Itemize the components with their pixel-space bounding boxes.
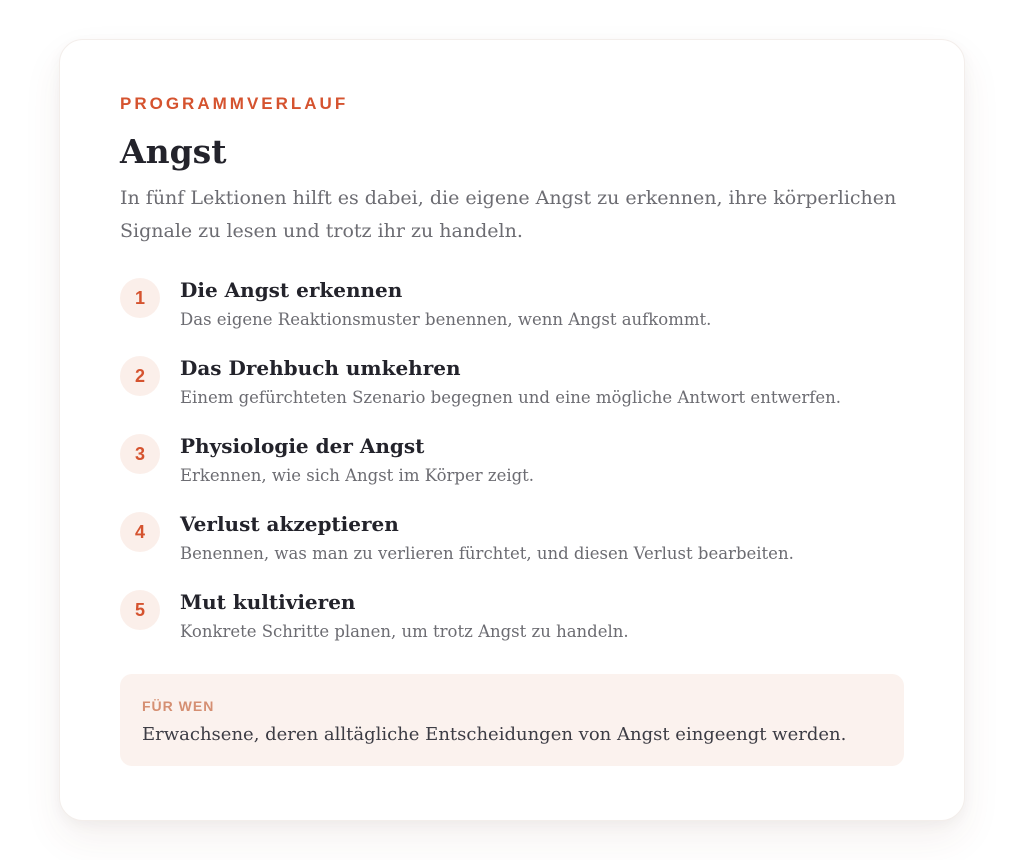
lesson-description: Benennen, was man zu verlieren fürchtet, und diesen Verlust bearbeiten. <box>180 544 794 563</box>
audience-text: Erwachsene, deren alltägliche Entscheidungen von Angst eingeengt werden. <box>142 724 847 745</box>
lesson-description: Einem gefürchteten Szenario begegnen und eine mögliche Antwort entwerfen. <box>180 388 841 407</box>
lesson-content <box>180 354 841 411</box>
lesson-title: Physiologie der Angst <box>180 434 425 458</box>
lesson-description: Erkennen, wie sich Angst im Körper zeigt. <box>180 466 535 485</box>
intro-text: In fünf Lektionen hilft es dabei, die eigene Angst zu erkennen, ihre körperlichen Signale zu lesen und trotz ihr zu handeln. <box>120 187 897 242</box>
lesson-item <box>120 588 904 666</box>
lesson-content <box>180 432 534 489</box>
lesson-item <box>120 432 904 510</box>
lesson-number-badge: 5 <box>120 590 160 630</box>
lesson-item <box>120 510 904 588</box>
lesson-number-badge: 3 <box>120 434 160 474</box>
page-title: Angst <box>120 132 227 171</box>
lesson-title: Die Angst erkennen <box>180 278 403 302</box>
lesson-number-badge: 4 <box>120 512 160 552</box>
lesson-number-badge: 1 <box>120 278 160 318</box>
section-eyebrow: PROGRAMMVERLAUF <box>120 94 349 113</box>
lesson-content <box>180 588 629 645</box>
lesson-list <box>120 276 904 666</box>
lesson-title: Das Drehbuch umkehren <box>180 356 461 380</box>
lesson-item <box>120 354 904 432</box>
lesson-number-badge: 2 <box>120 356 160 396</box>
audience-box <box>120 674 904 766</box>
program-card <box>59 39 965 821</box>
lesson-content <box>180 276 711 333</box>
lesson-title: Verlust akzeptieren <box>180 512 399 536</box>
lesson-title: Mut kultivieren <box>180 590 356 614</box>
lesson-item <box>120 276 904 354</box>
lesson-description: Das eigene Reaktionsmuster benennen, wenn Angst aufkommt. <box>180 310 712 329</box>
audience-label: FÜR WEN <box>142 698 215 714</box>
lesson-content <box>180 510 794 567</box>
lesson-description: Konkrete Schritte planen, um trotz Angst zu handeln. <box>180 622 629 641</box>
